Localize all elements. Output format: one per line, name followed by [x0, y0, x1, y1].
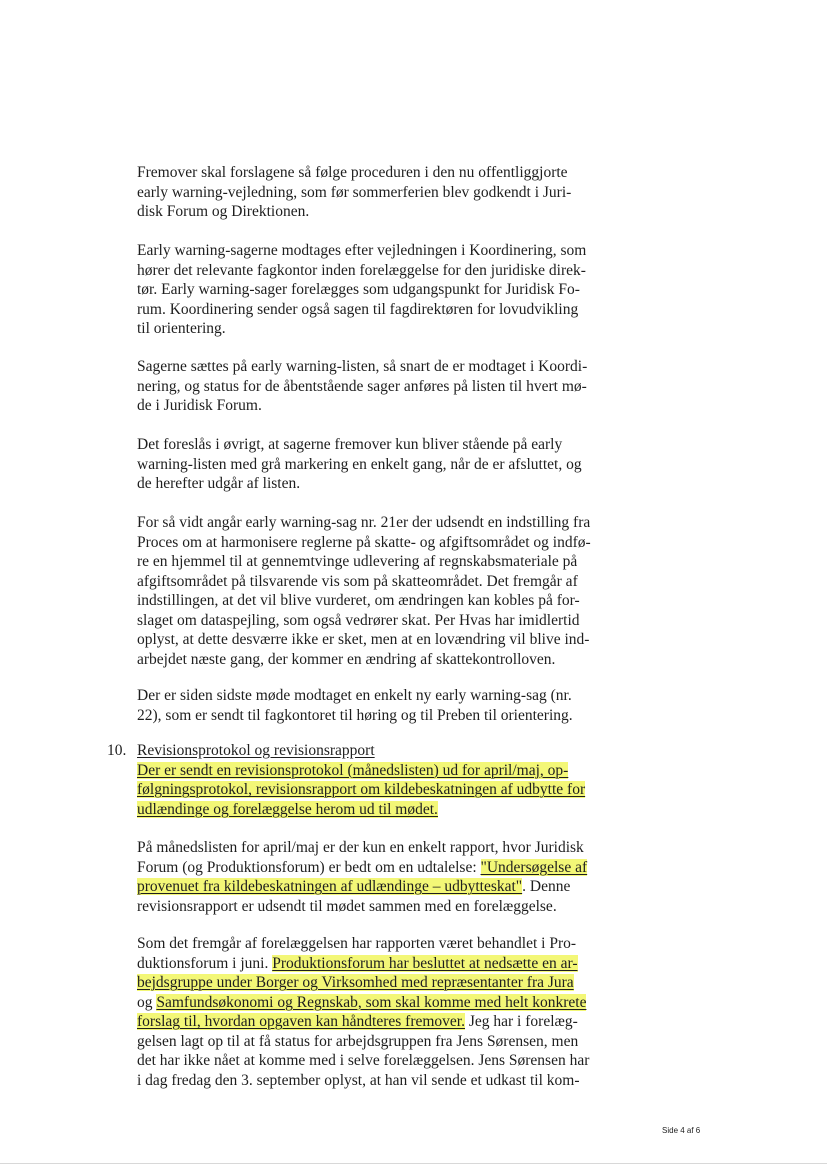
text-span: og: [137, 993, 157, 1011]
text-line: tør. Early warning-sager forelægges som udgangspunkt for Juridisk Fo-: [137, 281, 580, 298]
text-line: Der er siden sidste møde modtaget en enkelt ny early warning-sag (nr.: [137, 687, 572, 704]
text-line: For så vidt angår early warning-sag nr. 21er der udsendt en indstilling fra: [137, 514, 591, 531]
text-line: nering, og status for de åbentstående sager anføres på listen til hvert mø-: [137, 377, 587, 395]
text-line: På månedslisten for april/maj er der kun en enkelt rapport, hvor Juridisk: [137, 839, 584, 856]
highlight: udlændinge og forelæggelse herom ud til mødet.: [137, 800, 438, 818]
text-span: Forum (og Produktionsforum) er bedt om en udtalelse:: [137, 858, 481, 876]
text-line: arbejdet næste gang, der kommer en ændring af skattekontrolloven.: [137, 650, 556, 668]
text-line: hører det relevante fagkontor inden forelæggelse for den juridiske direk-: [137, 261, 586, 279]
text-line: 22), som er sendt til fagkontoret til høring og til Preben til orientering.: [137, 706, 573, 724]
highlight: bejdsgruppe under Borger og Virksomhed med repræsentanter fra Jura: [137, 974, 574, 991]
text-line: afgiftsområdet på tilsvarende vis som på skatteområdet. Det fremgår af: [137, 572, 578, 590]
section-number: 10.: [107, 742, 127, 759]
text-line: Det foreslås i øvrigt, at sagerne fremover kun bliver stående på early: [137, 436, 563, 453]
paragraph-production-forum: [137, 934, 637, 1090]
highlight: Produktionsforum har besluttet at nedsætte en ar-: [272, 954, 578, 972]
text-line: re en hjemmel til at gennemtvinge udlevering af regnskabsmateriale på: [137, 553, 578, 570]
text-line: i dag fredag den 3. september oplyst, at han vil sende et udkast til kom-: [137, 1071, 580, 1089]
text-line: [137, 993, 637, 1013]
text-line: gelsen lagt op til at få status for arbejdsgruppen fra Jens Sørensen, men: [137, 1032, 579, 1050]
text-line: disk Forum og Direktionen.: [137, 203, 310, 220]
text-line: Early warning-sagerne modtages efter vejledningen i Koordinering, som: [137, 242, 587, 259]
text-line: slaget om dataspejling, som også vedrører skat. Per Hvas har imidlertid: [137, 611, 580, 629]
text-line: revisionsrapport er udsendt til mødet sammen med en forelæggelse.: [137, 897, 557, 915]
paragraph-listing: [137, 357, 637, 416]
section-heading: Revisionsprotokol og revisionsrapport: [137, 742, 375, 759]
page-number: Side 4 af 6: [662, 1126, 701, 1135]
text-line: [137, 1012, 637, 1032]
text-span: Jeg har i forelæg-: [464, 1013, 578, 1030]
text-line: [137, 877, 637, 897]
highlight: forslag til, hvordan opgaven kan håndteres fremover.: [137, 1013, 465, 1030]
text-line: warning-listen med grå markering en enkelt gang, når de er afsluttet, og: [137, 455, 582, 473]
paragraph-coordination: [137, 241, 637, 339]
highlight: provenuet fra kildebeskatningen af udlændinge – udbytteskat": [137, 878, 523, 895]
text-line: indstillingen, at det vil blive vurderet, om ændringen kan kobles på for-: [137, 592, 580, 609]
text-line: Sagerne sættes på early warning-listen, så snart de er modtaget i Koordi-: [137, 358, 588, 375]
paragraph-procedure: [137, 163, 637, 222]
page-edge-divider: [0, 1163, 827, 1164]
paragraph-case-21: [137, 513, 637, 669]
text-span: duktionsforum i juni.: [137, 954, 273, 972]
text-line: [137, 973, 637, 993]
highlight: Der er sendt en revisionsprotokol (månedslisten) ud for april/maj, op-: [137, 761, 569, 779]
text-line: [137, 780, 637, 800]
text-line: [137, 858, 637, 878]
highlight: Samfundsøkonomi og Regnskab, som skal komme med helt konkrete: [156, 993, 587, 1011]
text-line: Proces om at harmonisere reglerne på skatte- og afgiftsområdet og indfø-: [137, 533, 591, 551]
highlight: "Undersøgelse af: [480, 858, 588, 876]
text-line: [137, 761, 637, 781]
text-line: de herefter udgår af listen.: [137, 475, 301, 492]
text-line: [137, 800, 637, 820]
text-line: Fremover skal forslagene så følge proceduren i den nu offentliggjorte: [137, 164, 568, 181]
text-span: . Denne: [522, 878, 571, 895]
text-line: de i Juridisk Forum.: [137, 397, 262, 414]
text-line: Som det fremgår af forelæggelsen har rapporten været behandlet i Pro-: [137, 935, 577, 952]
text-line: oplyst, at dette desværre ikke er sket, men at en lovændring vil blive ind-: [137, 631, 590, 648]
highlight: følgningsprotokol, revisionsrapport om kildebeskatningen af udbytte for: [137, 781, 586, 798]
section-10: [137, 741, 637, 819]
text-line: det har ikke nået at komme med i selve forelæggelsen. Jens Sørensen har: [137, 1052, 590, 1069]
paragraph-proposal: [137, 435, 637, 494]
text-line: [137, 954, 637, 974]
text-line: til orientering.: [137, 320, 226, 337]
paragraph-monthly-list: [137, 838, 637, 916]
paragraph-case-22: [137, 686, 637, 725]
text-line: early warning-vejledning, som før sommerferien blev godkendt i Juri-: [137, 183, 572, 201]
text-line: rum. Koordinering sender også sagen til fagdirektøren for lovudvikling: [137, 300, 579, 318]
